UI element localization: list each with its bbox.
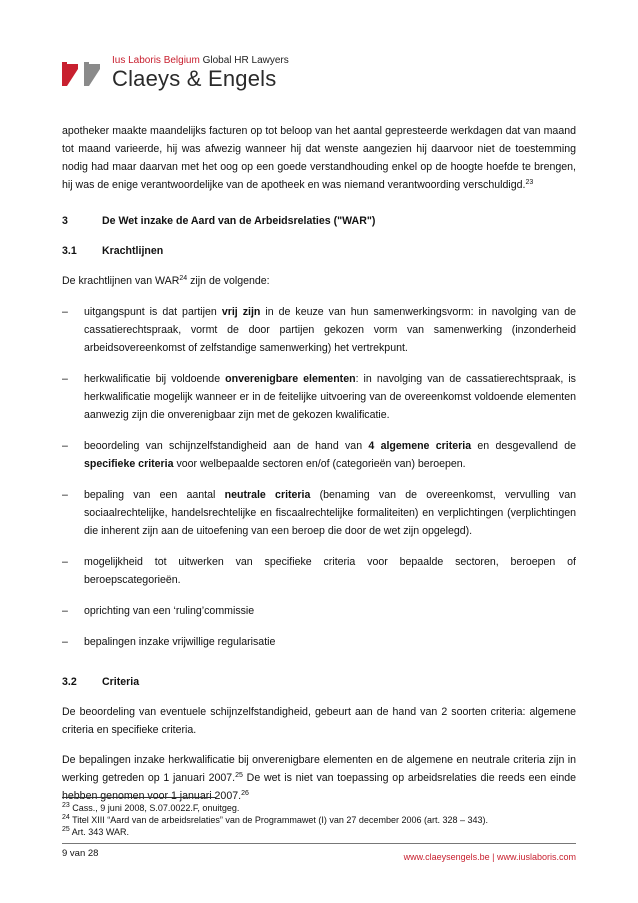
section-number: 3.2 <box>62 676 77 688</box>
logo-tagline-red: Ius Laboris Belgium <box>112 55 200 66</box>
footnote-text: Cass., 9 juni 2008, S.07.0022.F, onuitgeg. <box>69 803 240 813</box>
footer-links[interactable]: www.claeysengels.be | www.iuslaboris.com <box>403 852 576 862</box>
list-item-text: : in navolging van de cassatierechtspraak, is herkwalificatie mogelijk wanneer er in de feitelijke uitvoering van de overeenkomst voldoende elementen aanwezig zijn die onverenigbaar zijn met de gekozen kwalificatie. <box>84 373 576 421</box>
intro-text: apotheker maakte maandelijks facturen op tot beloop van het aantal gepresteerde werkdagen dat van maand tot maand varieerde, hij was afwezig wanneer hij dat wenste aangezien hij daarvoor niet de toestemming nodig had maar daarvan met het oog op een goede verstandhouding enkel op de hoogte hoefde te brengen, hij was de enige verantwoordelijke van de apotheek en was niemand verantwoording verschuldigd. <box>62 125 576 191</box>
section-number: 3.1 <box>62 245 77 257</box>
company-logo <box>62 46 289 92</box>
footnote <box>62 826 576 838</box>
document-body <box>62 122 576 805</box>
bepalingen-text: De bepalingen inzake herkwalificatie bij onverenigbare elementen en de algemene en neutrale criteria zijn in werking getreden op 1 januari 2007. <box>62 754 576 784</box>
logo-tagline-dark: Global HR Lawyers <box>202 55 289 66</box>
criteria-paragraph: De beoordeling van eventuele schijnzelfstandigheid, gebeurt aan de hand van 2 soorten criteria: algemene criteria en specifieke criteria. <box>62 706 576 736</box>
bullet-dash: – <box>62 440 68 452</box>
list-item-text: mogelijkheid tot uitwerken van specifieke criteria voor bepaalde sectoren, beroepen of beroepscategorieën. <box>84 556 576 586</box>
krachtlijnen-intro-text: De krachtlijnen van WAR <box>62 275 180 287</box>
krachtlijnen-list <box>62 303 576 651</box>
bepalingen-text: De wet is niet van toepassing op arbeidsrelaties die reeds een einde hebben genomen voor 1 januari 2007. <box>62 772 577 802</box>
bullet-dash: – <box>62 489 68 501</box>
list-item-text: bepalingen inzake vrijwillige regularisatie <box>84 636 276 648</box>
footnote <box>62 802 576 814</box>
list-item <box>62 303 576 357</box>
krachtlijnen-intro <box>62 272 576 290</box>
list-item <box>62 486 576 540</box>
footnote-ref[interactable]: 26 <box>241 790 249 797</box>
bullet-dash: – <box>62 556 68 568</box>
krachtlijnen-intro-suffix: zijn de volgende: <box>187 275 270 287</box>
list-item <box>62 437 576 473</box>
logo-wordmark: Claeys & Engels <box>112 66 277 91</box>
intro-paragraph <box>62 122 576 194</box>
logo-tagline <box>112 55 289 66</box>
list-item-text: herkwalificatie bij voldoende <box>84 373 226 385</box>
list-item-text: uitgangspunt is dat partijen <box>84 306 222 318</box>
footnote <box>62 814 576 826</box>
bullet-dash: – <box>62 636 68 648</box>
list-item-bold: neutrale criteria <box>224 489 311 501</box>
bullet-dash: – <box>62 306 68 318</box>
list-item-text: voor welbepaalde sectoren en/of (categorieën van) beroepen. <box>173 458 466 470</box>
footnote-text: Titel XIII “Aard van de arbeidsrelaties” van de Programmawet (I) van 27 december 2006 (art. 328 – 343). <box>69 815 489 825</box>
section-heading-3-2 <box>62 673 576 691</box>
footnote-number: 25 <box>62 826 70 833</box>
footnote-text: Art. 343 WAR. <box>69 827 129 837</box>
list-item-bold: 4 algemene criteria <box>368 440 472 452</box>
list-item-text: oprichting van een ‘ruling’commissie <box>84 605 255 617</box>
section-title: Criteria <box>102 676 140 688</box>
section-title: De Wet inzake de Aard van de Arbeidsrelaties ("WAR") <box>102 215 376 227</box>
footnote-ref[interactable]: 24 <box>179 275 188 282</box>
footnote-number: 24 <box>62 814 70 821</box>
section-heading-3-1 <box>62 242 576 260</box>
list-item <box>62 633 576 651</box>
list-item <box>62 553 576 589</box>
footnote-ref[interactable]: 23 <box>525 179 534 186</box>
list-item-bold: onverenigbare elementen <box>225 373 356 385</box>
bullet-dash: – <box>62 605 68 617</box>
list-item-bold: specifieke criteria <box>84 458 174 470</box>
list-item <box>62 602 576 620</box>
list-item <box>62 370 576 424</box>
list-item-text: in de keuze van hun samenwerkingsvorm: in navolging van de cassatierechtspraak, vormt de door partijen gekozen vorm van samenwerking (inzonderheid arbeidsovereenkomst of zelfstandige samenwerking) het vertrekpunt. <box>84 306 576 354</box>
section-title: Krachtlijnen <box>102 245 164 257</box>
list-item-text: beoordeling van schijnzelfstandigheid aan de hand van <box>84 440 369 452</box>
list-item-text: en desgevallend de <box>471 440 576 452</box>
bullet-dash: – <box>62 373 68 385</box>
list-item-bold: vrij zijn <box>221 306 261 318</box>
footnote-number: 23 <box>62 802 70 809</box>
logo-mark-icon <box>62 60 106 88</box>
footer-divider <box>62 843 576 844</box>
section-number: 3 <box>62 215 68 227</box>
footnote-divider <box>62 797 216 798</box>
list-item-text: (benaming van de overeenkomst, vervulling van sociaalrechtelijke, handelsrechtelijke en fiscaalrechtelijke formaliteiten) en verplichtingen (verplichtingen die inherent zijn aan de uitoefening van een beroep die door de wet zijn opgelegd). <box>84 489 577 537</box>
footnotes <box>62 802 576 838</box>
section-heading-3 <box>62 212 576 230</box>
footnote-ref[interactable]: 25 <box>235 772 243 779</box>
list-item-text: bepaling van een aantal <box>84 489 225 501</box>
page-number: 9 van 28 <box>62 848 99 859</box>
